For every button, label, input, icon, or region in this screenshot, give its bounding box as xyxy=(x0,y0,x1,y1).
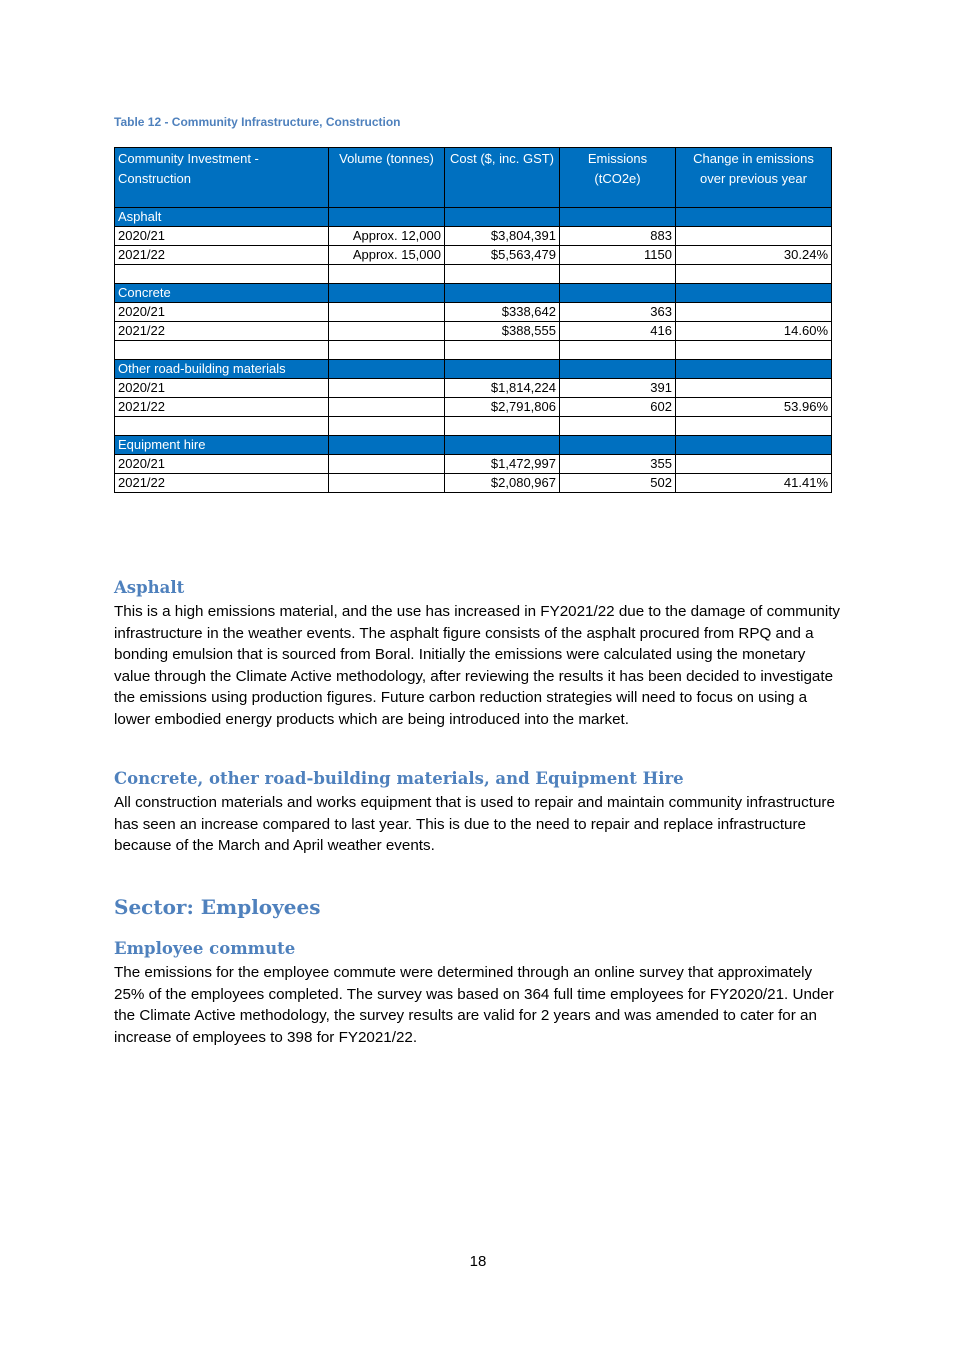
table-row xyxy=(115,246,832,265)
group-empty-cell xyxy=(560,208,676,227)
cell-cost: $5,563,479 xyxy=(445,246,560,265)
group-empty-cell xyxy=(676,208,832,227)
sector-section xyxy=(114,895,844,919)
table-header-row xyxy=(115,148,832,208)
cell-cost: $2,791,806 xyxy=(445,398,560,417)
cell-cost: $3,804,391 xyxy=(445,227,560,246)
spacer-cell xyxy=(329,341,445,360)
asphalt-heading: Asphalt xyxy=(114,578,185,597)
group-empty-cell xyxy=(676,360,832,379)
cell-emissions: 1150 xyxy=(560,246,676,265)
group-row xyxy=(115,284,832,303)
construction-table xyxy=(114,147,832,493)
group-empty-cell xyxy=(329,360,445,379)
cell-cost: $388,555 xyxy=(445,322,560,341)
spacer-cell xyxy=(560,341,676,360)
asphalt-section xyxy=(114,578,844,731)
commute-section xyxy=(114,939,844,1048)
concrete-section xyxy=(114,769,844,857)
cell-year: 2020/21 xyxy=(115,379,329,398)
group-row xyxy=(115,360,832,379)
group-name: Other road-building materials xyxy=(115,360,329,379)
table-row xyxy=(115,474,832,493)
group-empty-cell xyxy=(445,436,560,455)
header-volume: Volume (tonnes) xyxy=(329,148,445,208)
table-row xyxy=(115,303,832,322)
cell-volume: Approx. 12,000 xyxy=(329,227,445,246)
cell-change: 30.24% xyxy=(676,246,832,265)
spacer-cell xyxy=(560,417,676,436)
cell-change: 14.60% xyxy=(676,322,832,341)
group-empty-cell xyxy=(560,360,676,379)
page-number: 18 xyxy=(469,1253,487,1270)
cell-volume: Approx. 15,000 xyxy=(329,246,445,265)
cell-change: 41.41% xyxy=(676,474,832,493)
header-change: Change in emissions over previous year xyxy=(676,148,832,208)
group-row xyxy=(115,436,832,455)
group-name: Concrete xyxy=(115,284,329,303)
group-empty-cell xyxy=(445,360,560,379)
commute-paragraph: The emissions for the employee commute were determined through an online survey that approximately 25% of the employees completed. The survey was based on 364 full time employees for FY2020/21. Under the Climate Active methodology, the survey results are valid for 2 years and was amended to cater for an increase of employees to 398 for FY2021/22. xyxy=(114,964,834,1046)
spacer-cell xyxy=(115,417,329,436)
spacer-cell xyxy=(445,341,560,360)
table-caption: Table 12 - Community Infrastructure, Construction xyxy=(114,115,401,129)
group-empty-cell xyxy=(329,284,445,303)
spacer-cell xyxy=(115,341,329,360)
table-body xyxy=(115,208,832,493)
cell-volume xyxy=(329,474,445,493)
spacer-cell xyxy=(445,417,560,436)
commute-heading: Employee commute xyxy=(114,939,296,958)
header-emissions: Emissions (tCO2e) xyxy=(560,148,676,208)
table-row xyxy=(115,455,832,474)
cell-year: 2021/22 xyxy=(115,474,329,493)
cell-year: 2020/21 xyxy=(115,455,329,474)
group-empty-cell xyxy=(676,284,832,303)
cell-year: 2020/21 xyxy=(115,303,329,322)
cell-volume xyxy=(329,398,445,417)
group-row xyxy=(115,208,832,227)
group-name: Equipment hire xyxy=(115,436,329,455)
cell-emissions: 416 xyxy=(560,322,676,341)
cell-cost: $338,642 xyxy=(445,303,560,322)
cell-volume xyxy=(329,455,445,474)
spacer-cell xyxy=(676,417,832,436)
cell-emissions: 502 xyxy=(560,474,676,493)
asphalt-paragraph: This is a high emissions material, and the use has increased in FY2021/22 due to the damage of community infrastructure in the weather events. The asphalt figure consists of the asphalt procured from RPQ and a bonding emulsion that is sourced from Boral. Initially the emissions were calculated using the monetary value through the Climate Active methodology, after reviewing the results it has been decided to investigate the emissions using production figures. Future carbon reduction strategies will need to focus on using a lower embodied energy products which are being introduced into the market. xyxy=(114,603,841,728)
cell-cost: $2,080,967 xyxy=(445,474,560,493)
cell-year: 2021/22 xyxy=(115,322,329,341)
cell-emissions: 355 xyxy=(560,455,676,474)
table-row xyxy=(115,398,832,417)
group-empty-cell xyxy=(560,284,676,303)
concrete-heading: Concrete, other road-building materials, and Equipment Hire xyxy=(114,769,684,788)
cell-change xyxy=(676,303,832,322)
cell-volume xyxy=(329,303,445,322)
table-row xyxy=(115,322,832,341)
cell-change: 53.96% xyxy=(676,398,832,417)
group-empty-cell xyxy=(329,208,445,227)
table-row xyxy=(115,227,832,246)
cell-volume xyxy=(329,322,445,341)
cell-emissions: 883 xyxy=(560,227,676,246)
cell-change xyxy=(676,379,832,398)
group-name: Asphalt xyxy=(115,208,329,227)
cell-emissions: 602 xyxy=(560,398,676,417)
spacer-cell xyxy=(115,265,329,284)
group-empty-cell xyxy=(445,284,560,303)
spacer-cell xyxy=(676,265,832,284)
spacer-row xyxy=(115,265,832,284)
table-row xyxy=(115,379,832,398)
header-cost: Cost ($, inc. GST) xyxy=(445,148,560,208)
concrete-paragraph: All construction materials and works equipment that is used to repair and maintain community infrastructure has seen an increase compared to last year. This is due to the need to repair and replace infrastructure because of the March and April weather events. xyxy=(114,794,835,855)
group-empty-cell xyxy=(560,436,676,455)
cell-change xyxy=(676,455,832,474)
cell-volume xyxy=(329,379,445,398)
header-investment: Community Investment - Construction xyxy=(115,148,329,208)
spacer-cell xyxy=(329,265,445,284)
spacer-row xyxy=(115,341,832,360)
cell-change xyxy=(676,227,832,246)
cell-cost: $1,814,224 xyxy=(445,379,560,398)
cell-year: 2021/22 xyxy=(115,246,329,265)
spacer-cell xyxy=(676,341,832,360)
group-empty-cell xyxy=(445,208,560,227)
group-empty-cell xyxy=(329,436,445,455)
group-empty-cell xyxy=(676,436,832,455)
cell-year: 2020/21 xyxy=(115,227,329,246)
cell-year: 2021/22 xyxy=(115,398,329,417)
cell-cost: $1,472,997 xyxy=(445,455,560,474)
sector-heading: Sector: Employees xyxy=(114,895,321,919)
cell-emissions: 363 xyxy=(560,303,676,322)
cell-emissions: 391 xyxy=(560,379,676,398)
spacer-cell xyxy=(445,265,560,284)
spacer-cell xyxy=(329,417,445,436)
spacer-row xyxy=(115,417,832,436)
spacer-cell xyxy=(560,265,676,284)
